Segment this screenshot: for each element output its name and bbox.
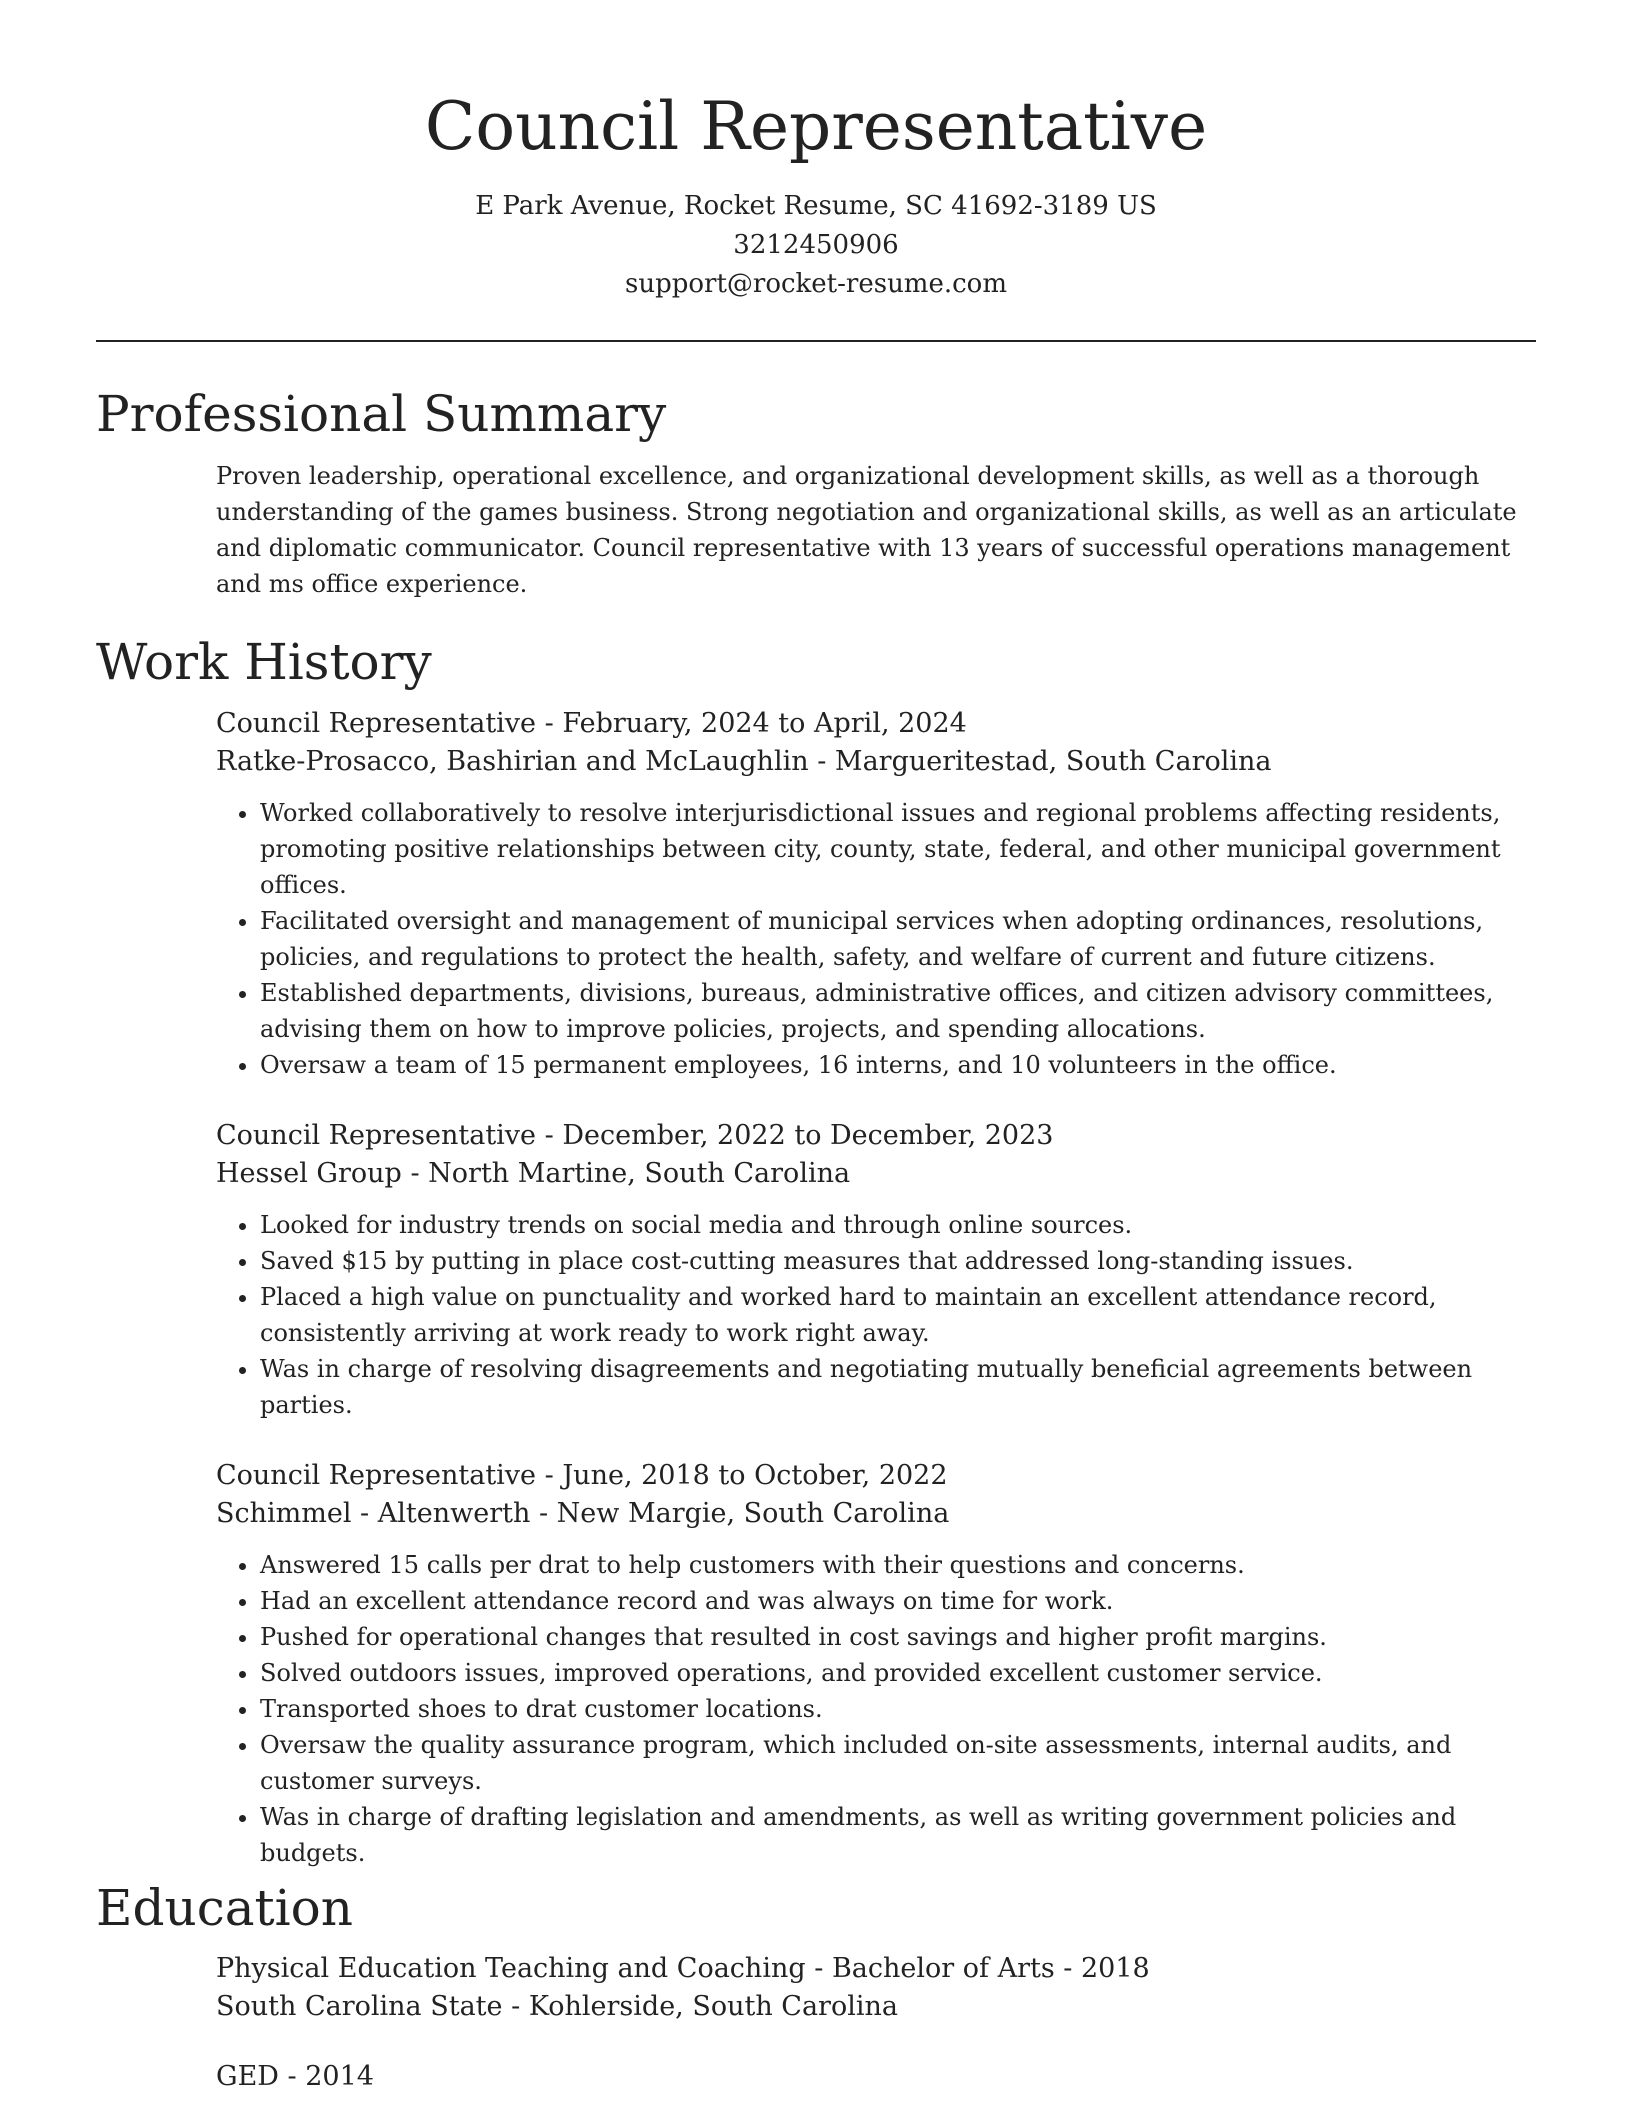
list-item: • Established departments, divisions, bureaus, administrative offices, and citizen advisory committees, advising them on how to improve policies, projects, and spending allocations. — [260, 975, 1536, 1047]
list-item: • Was in charge of resolving disagreements and negotiating mutually beneficial agreements between parties. — [260, 1351, 1536, 1423]
separator: - — [544, 1120, 563, 1151]
summary-text: Proven leadership, operational excellence, and organizational development skills, as well as a thorough understanding of the games business. Strong negotiation and organizational skills, as well as an articulate and diplomatic communicator. Council representative with 13 years of successful operations management and ms office experience. — [216, 462, 1517, 598]
separator: - — [817, 746, 835, 777]
work-heading: Work History — [96, 633, 432, 691]
job-dates: February, 2024 to April, 2024 — [562, 708, 967, 739]
education-entries — [216, 1950, 1536, 2096]
contact-address: E Park Avenue, Rocket Resume, SC 41692-3189 US — [475, 191, 1157, 221]
education-heading: Education — [96, 1879, 353, 1937]
separator: - — [814, 1953, 832, 1984]
job-entry-1 — [216, 705, 1536, 1083]
job-bullets — [216, 1547, 1536, 1871]
summary-body — [216, 458, 1536, 602]
education-entry-1 — [216, 1950, 1536, 2026]
company-location: North Martine, South Carolina — [428, 1158, 851, 1189]
job-company-line — [216, 1155, 1536, 1193]
education-section — [96, 1878, 353, 1938]
list-item: • Had an excellent attendance record and was always on time for work. — [260, 1583, 1536, 1619]
job-title-line — [216, 1117, 1536, 1155]
job-title-line — [216, 1457, 1536, 1495]
job-bullets — [216, 795, 1536, 1083]
summary-section — [96, 384, 666, 444]
company-location: Margueritestad, South Carolina — [834, 746, 1272, 777]
list-item: • Looked for industry trends on social media and through online sources. — [260, 1207, 1536, 1243]
separator: - — [410, 1158, 429, 1189]
job-title: Council Representative — [216, 708, 537, 739]
candidate-name: Council Representative — [424, 88, 1208, 165]
company-name: Ratke-Prosacco, Bashirian and McLaughlin — [216, 746, 809, 777]
list-item: • Placed a high value on punctuality and worked hard to maintain an excellent attendance record, consistently arriving at work ready to work right away. — [260, 1279, 1536, 1351]
separator: - — [544, 1460, 563, 1491]
education-year: 2018 — [1081, 1953, 1150, 1984]
job-bullets — [216, 1207, 1536, 1423]
list-item: • Oversaw the quality assurance program, which included on-site assessments, internal audits, and customer surveys. — [260, 1727, 1536, 1799]
list-item: • Facilitated oversight and management of municipal services when adopting ordinances, resolutions, policies, and regulations to protect the health, safety, and welfare of current and future citizens. — [260, 903, 1536, 975]
job-entry-2 — [216, 1117, 1536, 1423]
job-entry-3 — [216, 1457, 1536, 1871]
contact-email: support@rocket-resume.com — [624, 269, 1007, 299]
school-name: South Carolina State — [216, 1991, 503, 2022]
separator: - — [287, 2061, 306, 2092]
company-location: New Margie, South Carolina — [556, 1498, 950, 1529]
job-company-line — [216, 743, 1536, 781]
list-item: • Pushed for operational changes that resulted in cost savings and higher profit margins. — [260, 1619, 1536, 1655]
list-item: • Was in charge of drafting legislation and amendments, as well as writing government policies and budgets. — [260, 1799, 1536, 1871]
header-divider — [96, 340, 1536, 342]
resume-header — [96, 0, 1536, 342]
job-title-line — [216, 705, 1536, 743]
contact-phone: 3212450906 — [733, 230, 899, 260]
job-company-line — [216, 1495, 1536, 1533]
education-field: Physical Education Teaching and Coaching — [216, 1953, 806, 1984]
school-location: Kohlerside, South Carolina — [528, 1991, 898, 2022]
education-entry-2 — [216, 2058, 1536, 2096]
company-name: Hessel Group — [216, 1158, 402, 1189]
list-item: • Answered 15 calls per drat to help customers with their questions and concerns. — [260, 1547, 1536, 1583]
separator: - — [511, 1991, 529, 2022]
summary-heading: Professional Summary — [96, 385, 667, 443]
list-item: • Solved outdoors issues, improved operations, and provided excellent customer service. — [260, 1655, 1536, 1691]
job-dates: June, 2018 to October, 2022 — [562, 1460, 948, 1491]
work-section — [96, 632, 432, 692]
list-item: • Transported shoes to drat customer locations. — [260, 1691, 1536, 1727]
separator: - — [538, 1498, 557, 1529]
education-degree-line — [216, 1950, 1536, 1988]
job-dates: December, 2022 to December, 2023 — [562, 1120, 1054, 1151]
separator: - — [544, 708, 563, 739]
resume-page — [96, 0, 1536, 2092]
education-degree-line — [216, 2058, 1536, 2096]
education-field: GED — [216, 2061, 279, 2092]
education-degree: Bachelor of Arts — [831, 1953, 1055, 1984]
separator: - — [1063, 1953, 1081, 1984]
contact-info — [96, 187, 1536, 304]
list-item: • Saved $15 by putting in place cost-cutting measures that addressed long-standing issues. — [260, 1243, 1536, 1279]
job-title: Council Representative — [216, 1460, 537, 1491]
work-jobs — [216, 705, 1536, 1871]
company-name: Schimmel - Altenwerth — [216, 1498, 531, 1529]
list-item: • Worked collaboratively to resolve interjurisdictional issues and regional problems affecting residents, promoting positive relationships between city, county, state, federal, and other municipal government offices. — [260, 795, 1536, 903]
job-title: Council Representative — [216, 1120, 537, 1151]
education-year: 2014 — [305, 2061, 374, 2092]
education-school-line — [216, 1988, 1536, 2026]
list-item: • Oversaw a team of 15 permanent employees, 16 interns, and 10 volunteers in the office. — [260, 1047, 1536, 1083]
